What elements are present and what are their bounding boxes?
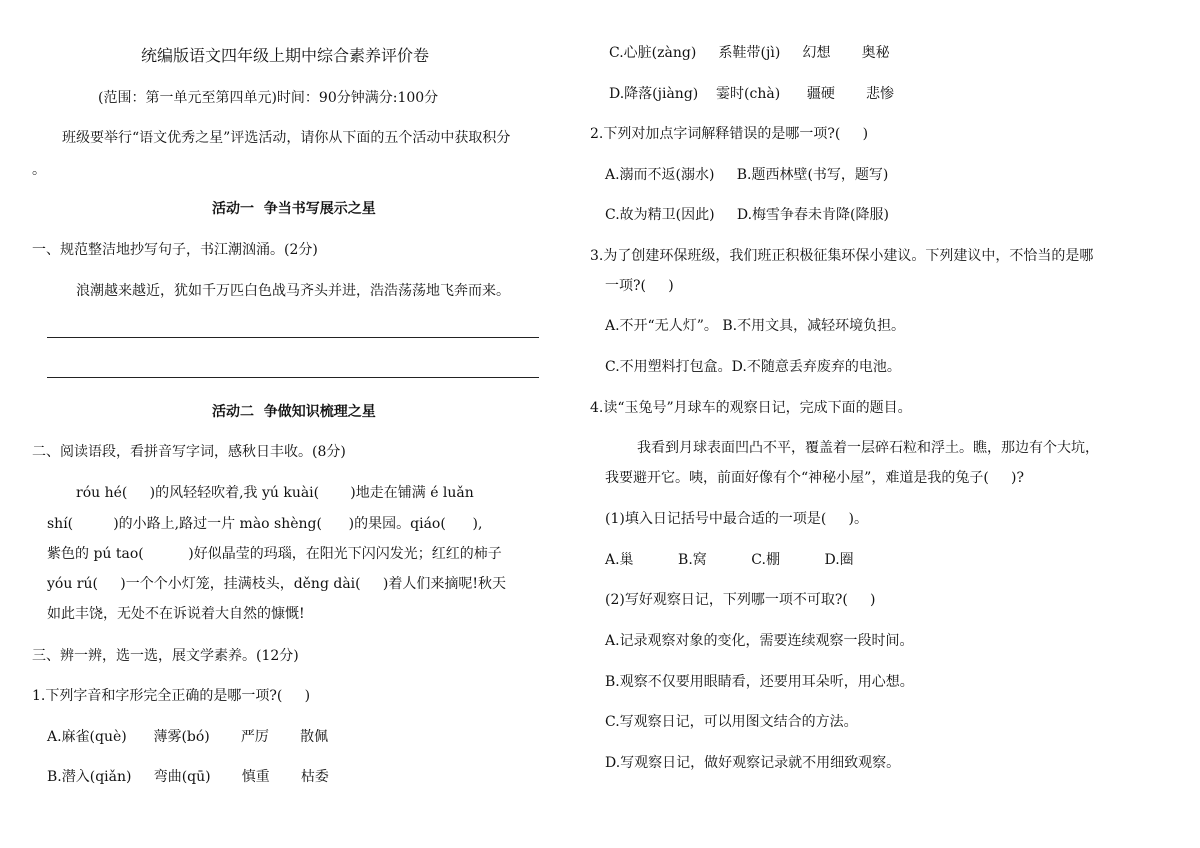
option-row: C.不用塑料打包盒。D.不随意丢弃废弃的电池。 <box>605 359 901 375</box>
exam-scope: (范围：第一单元至第四单元)时间：90分钟满分:100分 <box>98 90 439 106</box>
diary-line-2: 我要避开它。咦，前面好像有个“神秘小屋”，难道是我的兔子( )? <box>605 470 1024 486</box>
question-3-1: 1.下列字音和字形完全正确的是哪一项?( ) <box>32 688 311 704</box>
question-3-2: 2.下列对加点字词解释错误的是哪一项?( ) <box>590 126 869 142</box>
intro-line-2: 。 <box>32 162 46 178</box>
question-3-3-cont: 一项?( ) <box>605 278 674 294</box>
option-row: D.写观察日记，做好观察记录就不用细致观察。 <box>605 755 901 771</box>
option-row: C.写观察日记，可以用图文结合的方法。 <box>605 714 858 730</box>
copy-sentence: 浪潮越来越近，犹如千万匹白色战马齐头并进，浩浩荡荡地飞奔而来。 <box>76 283 510 299</box>
question-2-label: 二、阅读语段，看拼音写字词，感秋日丰收。(8分) <box>32 444 346 460</box>
question-3-3: 3.为了创建环保班级，我们班正积极征集环保小建议。下列建议中，不恰当的是哪 <box>590 248 1094 264</box>
passage-line: shí( )的小路上,路过一片 mào shèng( )的果园。qiáo( ), <box>47 516 483 532</box>
option-row: A.不开“无人灯”。 B.不用文具，减轻环境负担。 <box>605 318 906 334</box>
passage-line: 如此丰饶，无处不在诉说着大自然的慷慨! <box>47 606 305 622</box>
option-row: A.巢 B.窝 C.棚 D.圈 <box>605 552 854 568</box>
option-row: D.降落(jiàng) 霎时(chà) 疆硬 悲惨 <box>609 86 895 102</box>
passage-line: róu hé( )的风轻轻吹着,我 yú kuài( )地走在铺满 é luǎn <box>76 485 474 501</box>
option-row: A.记录观察对象的变化，需要连续观察一段时间。 <box>605 633 914 649</box>
passage-line: yóu rú( )一个个小灯笼，挂满枝头，děng dài( )着人们来摘呢!秋天 <box>47 576 506 592</box>
option-row: B.观察不仅要用眼睛看，还要用耳朵听，用心想。 <box>605 674 914 690</box>
page-title: 统编版语文四年级上期中综合素养评价卷 <box>141 46 430 65</box>
activity-2-heading: 活动二 争做知识梳理之星 <box>212 404 376 420</box>
question-1-label: 一、规范整洁地抄写句子，书江潮汹涌。(2分) <box>32 242 318 258</box>
passage-line: 紫色的 pú tao( )好似晶莹的玛瑙，在阳光下闪闪发光；红红的柿子 <box>47 546 502 562</box>
option-row: A.溺而不返(溺水) B.题西林壁(书写，题写) <box>605 167 889 183</box>
option-row: C.故为精卫(因此) D.梅雪争春未肯降(降服) <box>605 207 889 223</box>
writing-line-1[interactable] <box>47 337 539 338</box>
option-row: B.潜入(qiǎn) 弯曲(qū) 慎重 枯委 <box>47 769 329 785</box>
writing-line-2[interactable] <box>47 377 539 378</box>
intro-line-1: 班级要举行“语文优秀之星”评选活动，请你从下面的五个活动中获取积分 <box>62 130 511 146</box>
question-3-label: 三、辨一辨，选一选，展文学素养。(12分) <box>32 648 299 664</box>
sub-question-2: (2)写好观察日记，下列哪一项不可取?( ) <box>605 592 876 608</box>
activity-1-heading: 活动一 争当书写展示之星 <box>212 201 376 217</box>
option-row: C.心脏(zàng) 系鞋带(jì) 幻想 奥秘 <box>609 45 890 61</box>
option-row: A.麻雀(què) 薄雾(bó) 严厉 散佩 <box>47 729 329 745</box>
sub-question-1: (1)填入日记括号中最合适的一项是( )。 <box>605 511 869 527</box>
question-3-4: 4.读“玉兔号”月球车的观察日记，完成下面的题目。 <box>590 400 912 416</box>
diary-line-1: 我看到月球表面凹凸不平，覆盖着一层碎石粒和浮土。瞧，那边有个大坑， <box>637 440 1099 456</box>
